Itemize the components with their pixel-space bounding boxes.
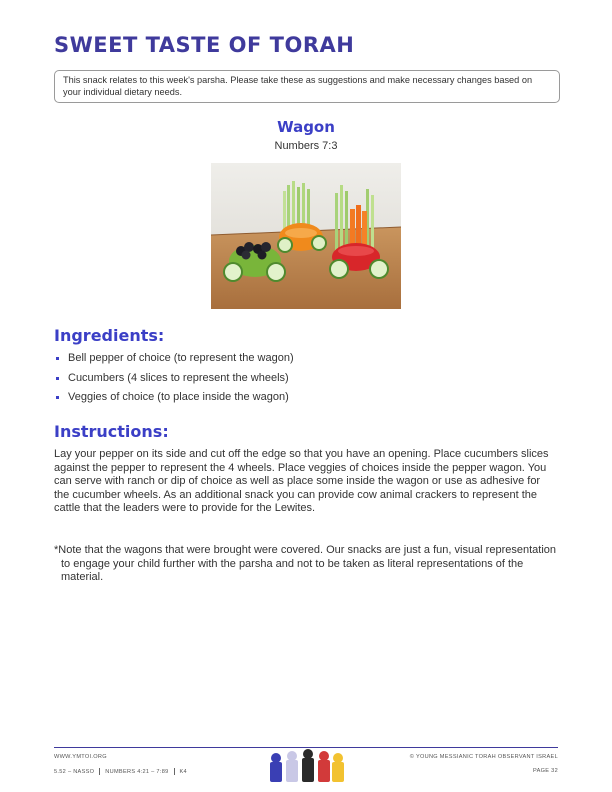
page-number: PAGE 32 bbox=[532, 768, 558, 774]
snack-title: Wagon bbox=[277, 118, 335, 136]
dietary-notice: This snack relates to this week's parsha. Please take these as suggestions and make necessary changes based on your individual dietary needs. bbox=[54, 70, 560, 103]
bullet-icon bbox=[56, 396, 59, 399]
list-item: Cucumbers (4 slices to represent the wheels) bbox=[54, 372, 294, 385]
verse-reference: Numbers 7:3 bbox=[274, 140, 338, 152]
ingredients-list bbox=[54, 352, 294, 411]
footer-copyright: © YOUNG MESSIANIC TORAH OBSERVANT ISRAEL bbox=[409, 754, 558, 760]
instructions-body: Lay your pepper on its side and cut off the edge so that you have an opening. Place cucumbers slices against the pepper to represent the 4 wheels. Place veggies of choices inside the pepper wagon. You can serve with ranch or dip of choice as well as place some inside the wagon or use as adhesive for the cucumber wheels. As an additional snack you can provide cow animal crackers to represent the cattle that the leaders were to provide for the Lewites. bbox=[54, 448, 549, 515]
page-title: SWEET TASTE OF TORAH bbox=[54, 33, 355, 57]
bullet-icon bbox=[56, 357, 59, 360]
bullet-icon bbox=[56, 377, 59, 380]
footer-website: WWW.YMTOI.ORG bbox=[54, 754, 107, 760]
list-item: Veggies of choice (to place inside the wagon) bbox=[54, 391, 294, 404]
instructions-note: *Note that the wagons that were brought were covered. Our snacks are just a fun, visual representation to engage your child further with the parsha and not to be taken as literal representations of the material. bbox=[54, 544, 556, 584]
instructions-heading: Instructions: bbox=[54, 422, 169, 441]
wagon-snack-photo bbox=[211, 163, 401, 309]
ingredients-heading: Ingredients: bbox=[54, 326, 165, 345]
list-item: Bell pepper of choice (to represent the wagon) bbox=[54, 352, 294, 365]
footer-edition-info: 5.52 – NASSO NUMBERS 4:21 – 7:89 K4 bbox=[54, 768, 187, 775]
ymtoi-logo-icon bbox=[268, 748, 346, 784]
